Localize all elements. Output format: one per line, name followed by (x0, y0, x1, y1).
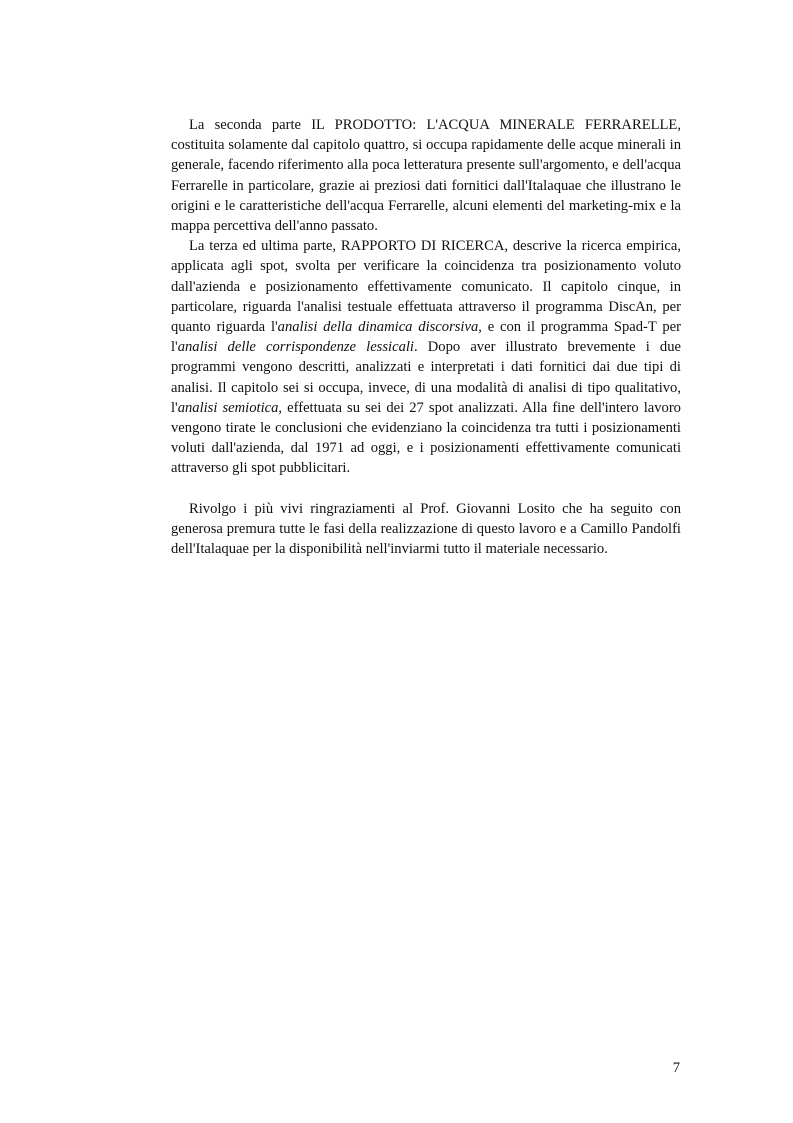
body-text (171, 115, 681, 559)
text-segment: La seconda parte IL PRODOTTO: L'ACQUA MINERALE FERRARELLE, costituita solamente dal capitolo quattro, si occupa rapidamente delle acque minerali in generale, facendo riferimento alla poca letteratura presente sull'argomento, e dell'acqua Ferrarelle in particolare, grazie ai preziosi dati fornitici dall'Italaquae che illustrano le origini e le caratteristiche dell'acqua Ferrarelle, alcuni elementi del marketing-mix e la mappa percettiva dell'anno passato. (171, 117, 681, 235)
text-segment: Rivolgo i più vivi ringraziamenti al Prof. Giovanni Losito che ha seguito con generosa premura tutte le fasi della realizzazione di questo lavoro e a Camillo Pandolfi dell'Italaquae per la disponibilità nell'inviarmi tutto il materiale necessario. (171, 500, 681, 558)
paragraph-third-part (171, 236, 681, 478)
italic-term: analisi semiotica (177, 399, 279, 416)
italic-term: analisi della dinamica discorsiva (277, 319, 479, 336)
paragraph-second-part (171, 115, 681, 236)
paragraph-acknowledgements (171, 499, 681, 560)
text-segment: , e con il programma Spad-T per l' (171, 319, 681, 356)
page-number: 7 (672, 1060, 680, 1076)
text-segment: La terza ed ultima parte, RAPPORTO DI RICERCA, descrive la ricerca empirica, applicata agli spot, svolta per verificare la coincidenza tra posizionamento voluto dall'azienda e posizionamento effettivamente comunicato. Il capitolo cinque, in particolare, riguarda l'analisi testuale effettuata attraverso il programma DiscAn, per quanto riguarda l' (171, 238, 681, 336)
text-segment: , effettuata su sei dei 27 spot analizzati. Alla fine dell'intero lavoro vengono tirate le conclusioni che evidenziano la coincidenza tra tutti i posizionamenti voluti dall'azienda, dal 1971 ad oggi, e i posizionamenti effettivamente comunicati attraverso gli spot pubblicitari. (171, 399, 681, 477)
text-segment: . Dopo aver illustrato brevemente i due programmi vengono descritti, analizzati e interpretati i dati fornitici dai due tipi di analisi. Il capitolo sei si occupa, invece, di una modalità di analisi di tipo qualitativo, l' (171, 339, 682, 416)
italic-term: analisi delle corrispondenze lessicali (177, 339, 414, 356)
